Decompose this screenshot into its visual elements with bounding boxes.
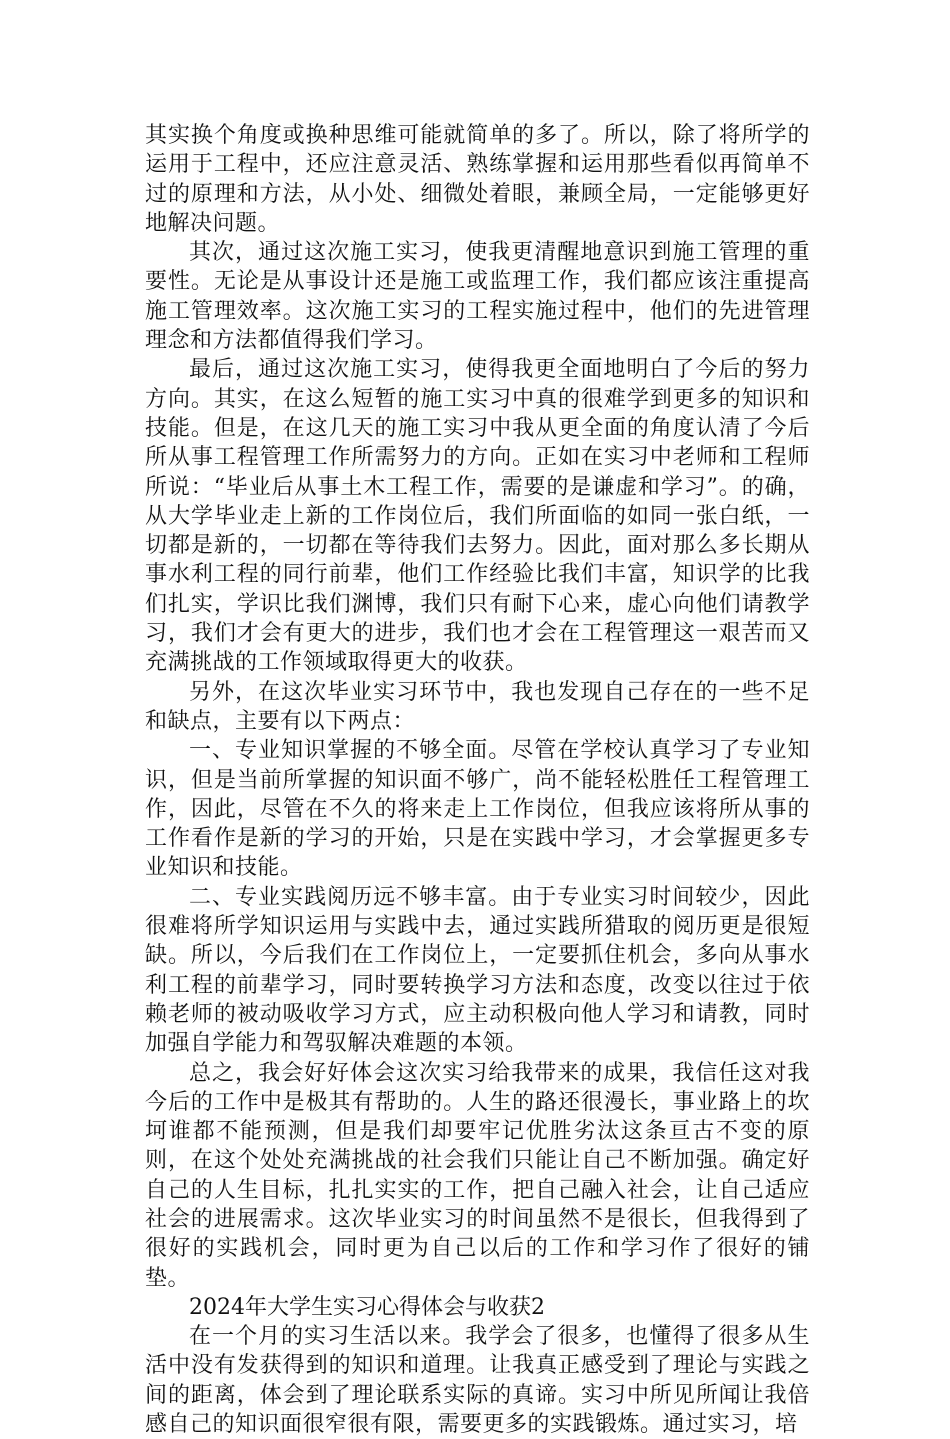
paragraph-3: 最后，通过这次施工实习，使得我更全面地明白了今后的努力方向。其实，在这么短暂的施工实习中真的很难学到更多的知识和技能。但是，在这几天的施工实习中我从更全面的角度认清了今后所从事工程管理工作所需努力的方向。正如在实习中老师和工程师所说：“毕业后从事土木工程工作，需要的是谦虚和学习”。的确，从大学毕业走上新的工作岗位后，我们所面临的如同一张白纸，一切都是新的，一切都在等待我们去努力。因此，面对那么多长期从事水利工程的同行前辈，他们工作经验比我们丰富，知识学的比我们扎实，学识比我们渊博，我们只有耐下心来，虚心向他们请教学习，我们才会有更大的进步，我们也才会在工程管理这一艰苦而又充满挑战的工作领域取得更大的收获。 <box>145 357 810 676</box>
paragraph-1: 其实换个角度或换种思维可能就简单的多了。所以，除了将所学的运用于工程中，还应注意灵活、熟练掌握和运用那些看似再简单不过的原理和方法，从小处、细微处着眼，兼顾全局，一定能够更好地解决问题。 <box>145 123 810 236</box>
section-heading: 2024年大学生实习心得体会与收获2 <box>189 1294 545 1320</box>
paragraph-6: 二、专业实践阅历远不够丰富。由于专业实习时间较少，因此很难将所学知识运用与实践中去，通过实践所猎取的阅历更是很短缺。所以，今后我们在工作岗位上，一定要抓住机会，多向从事水利工程的前辈学习，同时要转换学习方法和态度，改变以往过于依赖老师的被动吸收学习方式，应主动积极向他人学习和请教，同时加强自学能力和驾驭解决难题的本领。 <box>145 884 810 1057</box>
paragraph-8: 在一个月的实习生活以来。我学会了很多，也懂得了很多从生活中没有发获得到的知识和道理。让我真正感受到了理论与实践之间的距离，体会到了理论联系实际的真谛。实习中所见所闻让我倍感自己的知识面很窄很有限，需要更多的实践锻炼。通过实习，培 <box>145 1324 810 1438</box>
document-body <box>145 121 810 1439</box>
paragraph-7: 总之，我会好好体会这次实习给我带来的成果，我信任这对我今后的工作中是极其有帮助的。人生的路还很漫长，事业路上的坎坷谁都不能预测，但是我们却要牢记优胜劣汰这条亘古不变的原则，在这个处处充满挑战的社会我们只能让自己不断加强。确定好自己的人生目标，扎扎实实的工作，把自己融入社会，让自己适应社会的进展需求。这次毕业实习的时间虽然不是很长，但我得到了很好的实践机会，同时更为自己以后的工作和学习作了很好的铺垫。 <box>145 1060 810 1291</box>
paragraph-5: 一、专业知识掌握的不够全面。尽管在学校认真学习了专业知识，但是当前所掌握的知识面不够广，尚不能轻松胜任工程管理工作，因此，尽管在不久的将来走上工作岗位，但我应该将所从事的工作看作是新的学习的开始，只是在实践中学习，才会掌握更多专业知识和技能。 <box>145 738 810 881</box>
paragraph-2: 其次，通过这次施工实习，使我更清醒地意识到施工管理的重要性。无论是从事设计还是施工或监理工作，我们都应该注重提高施工管理效率。这次施工实习的工程实施过程中，他们的先进管理理念和方法都值得我们学习。 <box>145 240 810 354</box>
paragraph-4: 另外，在这次毕业实习环节中，我也发现自己存在的一些不足和缺点，主要有以下两点： <box>145 679 810 734</box>
